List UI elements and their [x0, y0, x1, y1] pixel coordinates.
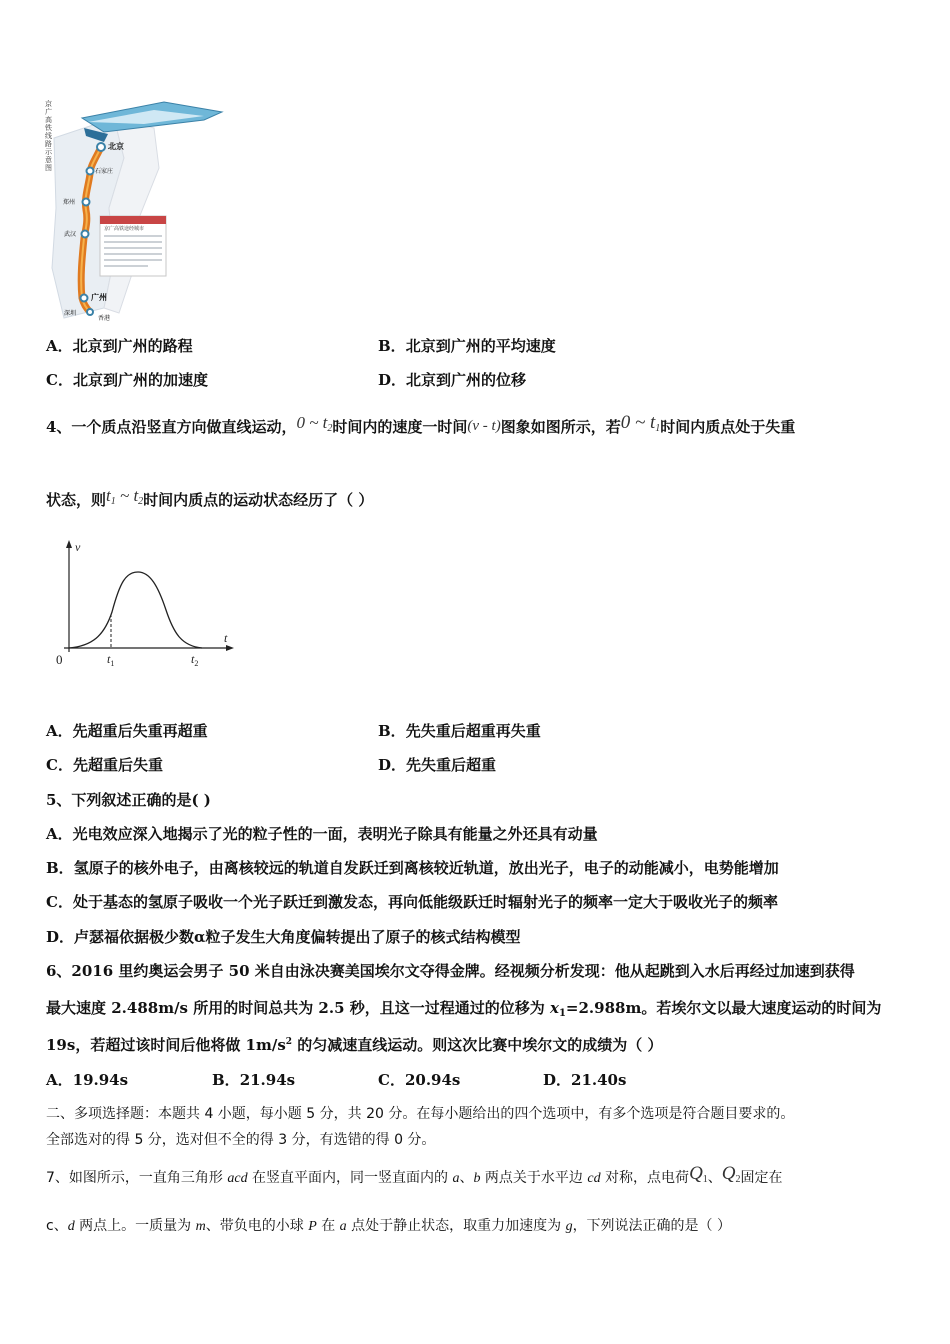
q6-option-c: C．20.94s — [378, 1071, 461, 1089]
q7-stem-line1: 7、如图所示，一直角三角形 acd 在竖直平面内，同一竖直面内的 a、b 两点关于水平边 cd 对称，点电荷$Q_1$、$Q_2$固定在 — [46, 1163, 783, 1186]
q6-option-a: A．19.94s — [46, 1071, 129, 1089]
railway-map-graphic — [44, 98, 232, 326]
map-city-wuhan: 武汉 — [64, 231, 77, 238]
q5-option-b: B．氢原子的核外电子，由离核较远的轨道自发跃迁到离核较近轨道，放出光子，电子的动能减小，电势能增加 — [46, 859, 779, 877]
t2-label: $t_2$ — [191, 652, 199, 668]
map-city-shenzhen: 深圳 — [64, 310, 77, 317]
q4-option-c: C．先超重后失重 — [46, 756, 163, 774]
q6-option-b: B．21.94s — [212, 1071, 296, 1089]
velocity-curve — [69, 572, 202, 648]
v-axis-arrow — [66, 540, 72, 548]
q6-stem-line1: 6、2016 里约奥运会男子 50 米自由泳决赛美国埃尔文夺得金牌。经视频分析发现：他从起跳到入水后再经过加速到获得 — [46, 962, 855, 980]
map-legend-title: 京广高铁途经城市 — [104, 226, 145, 232]
t-axis-label: t — [224, 631, 228, 645]
q4-option-a: A．先超重后失重再超重 — [46, 722, 208, 740]
map-city-guangzhou: 广州 — [91, 293, 107, 302]
q3-option-a: A．北京到广州的路程 — [46, 337, 193, 355]
vt-graph — [52, 536, 242, 676]
section2-heading-line2: 全部选对的得 5 分，选对但不全的得 3 分，有选错的得 0 分。 — [46, 1132, 436, 1148]
q5-option-d: D．卢瑟福依据极少数α粒子发生大角度偏转提出了原子的核式结构模型 — [46, 928, 521, 946]
q6-stem-line2: 最大速度 2.488m/s 所用的时间总共为 2.5 秒，且这一过程通过的位移为 $x_1=2.988m$。若埃尔文以最大速度运动的时间为 — [46, 999, 882, 1019]
q3-option-b: B．北京到广州的平均速度 — [378, 337, 556, 355]
map-city-shijiazhuang: 石家庄 — [95, 168, 114, 175]
origin-label: 0 — [56, 652, 63, 667]
section2-heading-line1: 二、多项选择题：本题共 4 小题，每小题 5 分，共 20 分。在每小题给出的四个选项中，有多个选项是符合题目要求的。 — [46, 1106, 795, 1122]
q4-option-d: D．先失重后超重 — [378, 756, 497, 774]
railway-map-figure — [44, 98, 232, 326]
map-city-zhengzhou: 郑州 — [63, 199, 76, 206]
q4-option-b: B．先失重后超重再失重 — [378, 722, 541, 740]
map-city-hongkong: 香港 — [98, 315, 111, 322]
q4-stem-line2: 状态，则$t_1$ ~ $t_2$时间内质点的运动状态经历了（ ） — [46, 486, 374, 509]
map-vertical-title: 京广高铁线路示意图 — [45, 100, 52, 172]
t-axis-arrow — [226, 645, 234, 651]
q3-option-c: C．北京到广州的加速度 — [46, 371, 208, 389]
q6-option-d: D．21.40s — [543, 1071, 627, 1089]
map-city-beijing: 北京 — [108, 142, 124, 151]
v-axis-label: v — [75, 540, 81, 554]
q6-stem-line3: 19s，若超过该时间后他将做 $1m/s^2$ 的匀减速直线运动。则这次比赛中埃尔文的成绩为（ ） — [46, 1036, 663, 1054]
q7-stem-line2: c、d 两点上。一质量为 m、带负电的小球 P 在 a 点处于静止状态，取重力加速度为 g，下列说法正确的是（ ） — [46, 1218, 732, 1234]
q4-stem-line1: 4、一个质点沿竖直方向做直线运动，0 ~ $t_2$时间内的速度一时间(v - t)图象如图所示，若0 ~ $t_1$时间内质点处于失重 — [46, 412, 796, 436]
q5-option-a: A．光电效应深入地揭示了光的粒子性的一面，表明光子除具有能量之外还具有动量 — [46, 825, 598, 843]
q5-stem: 5、下列叙述正确的是( ) — [46, 791, 211, 809]
q3-option-d: D．北京到广州的位移 — [378, 371, 527, 389]
q5-option-c: C．处于基态的氢原子吸收一个光子跃迁到激发态，再向低能级跃迁时辐射光子的频率一定大于吸收光子的频率 — [46, 893, 778, 911]
t1-label: $t_1$ — [107, 652, 115, 668]
